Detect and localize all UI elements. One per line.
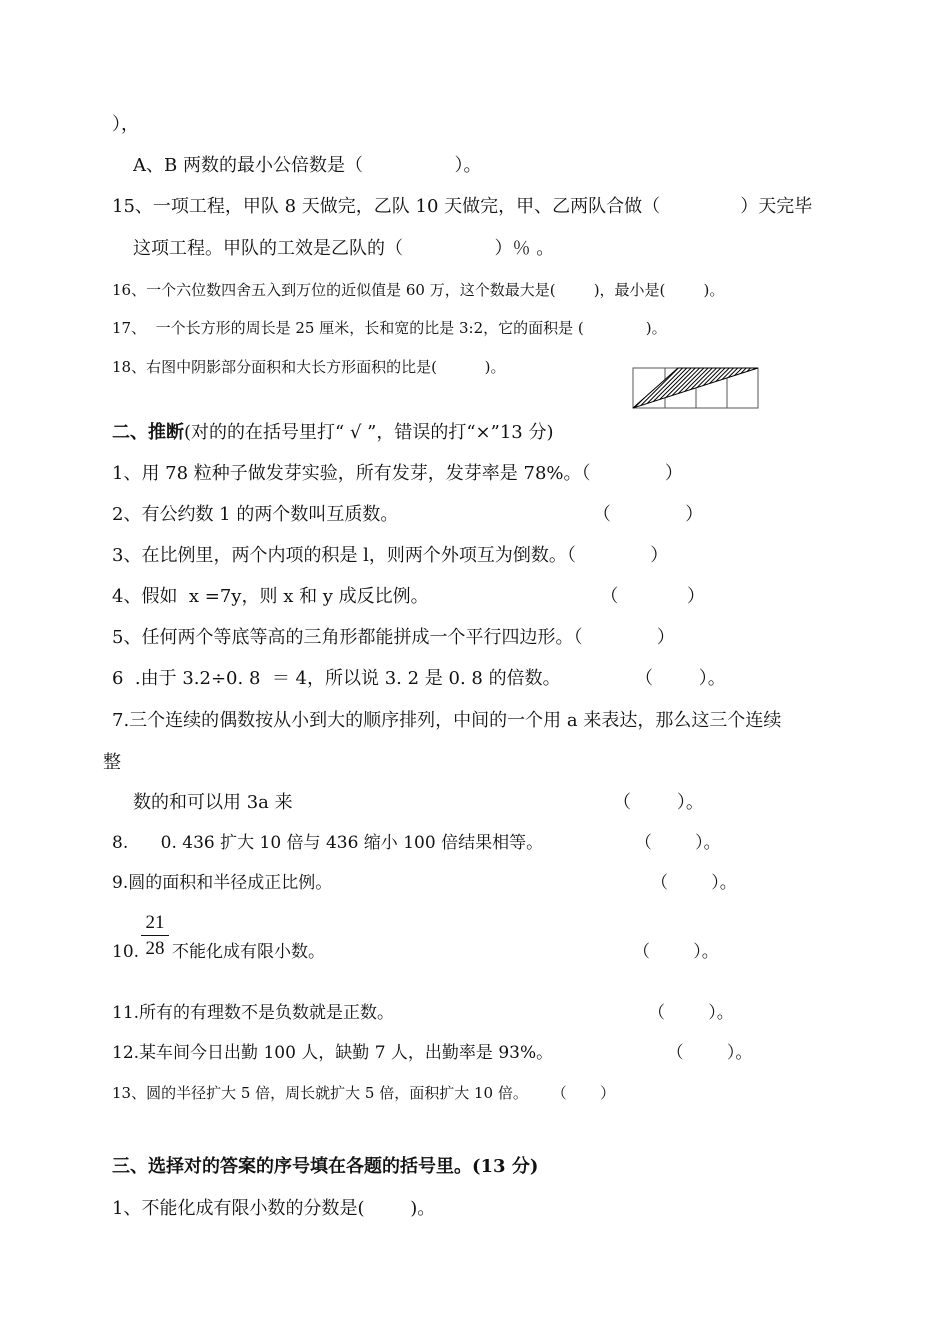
judge-item: 2、有公约数 1 的两个数叫互质数。 （ ）	[112, 504, 704, 525]
fraction	[141, 912, 169, 960]
judge-item: 3、在比例里，两个内项的积是 l，则两个外项互为倒数。（ ）	[112, 545, 669, 566]
judge-item: 6 .由于 3.2÷0. 8 ＝ 4，所以说 3. 2 是 0. 8 的倍数。 （ ）。	[112, 668, 726, 689]
judge-item: 4、假如 x =7y，则 x 和 y 成反比例。 （ ）	[112, 586, 705, 607]
judge-item: 8. 0. 436 扩大 10 倍与 436 缩小 100 倍结果相等。 （ ）。	[112, 833, 721, 853]
judge-item: 9.圆的面积和半径成正比例。 （ ）。	[112, 873, 737, 893]
fraction-denominator: 28	[145, 938, 165, 959]
section-2-title: 二、推断(对的的在括号里打“ √ ”，错误的打“×”13 分)	[112, 422, 554, 443]
judge-item: 5、任何两个等底等高的三角形都能拼成一个平行四边形。（ ）	[112, 627, 675, 648]
judge-item: 1、用 78 粒种子做发芽实验，所有发芽，发芽率是 78%。（ ）	[112, 463, 683, 484]
shaded-rectangle-figure	[632, 367, 762, 411]
judge-item: 7.三个连续的偶数按从小到大的顺序排列，中间的一个用 a 来表达，那么这三个连续	[112, 710, 782, 731]
question-16: 16、一个六位数四舍五入到万位的近似值是 60 万，这个数最大是( )，最小是( )。	[112, 281, 725, 299]
section-3-title: 三、选择对的答案的序号填在各题的括号里。(13 分)	[112, 1156, 539, 1177]
question-15-line2: 这项工程。甲队的工效是乙队的（ ）％ 。	[133, 238, 555, 259]
question-15-line1: 15、一项工程，甲队 8 天做完，乙队 10 天做完，甲、乙两队合做（ ）天完毕	[112, 196, 813, 217]
fraction-numerator: 21	[145, 912, 165, 933]
choice-question-1: 1、不能化成有限小数的分数是( )。	[112, 1198, 436, 1219]
question-18: 18、右图中阴影部分面积和大长方形面积的比是( )。	[112, 358, 506, 376]
question-17: 17、 一个长方形的周长是 25 厘米，长和宽的比是 3:2，它的面积是 ( )。	[112, 319, 667, 337]
judge-item: 11.所有的有理数不是负数就是正数。 （ ）。	[112, 1003, 734, 1023]
text-line: A、B 两数的最小公倍数是（ ）。	[133, 155, 482, 176]
text-line: ），	[112, 114, 139, 135]
judge-item: 整	[103, 752, 121, 773]
fraction-bar	[141, 935, 169, 936]
judge-item: 12.某车间今日出勤 100 人，缺勤 7 人，出勤率是 93%。 （ ）。	[112, 1043, 753, 1063]
judge-item: 13、圆的半径扩大 5 倍，周长就扩大 5 倍，面积扩大 10 倍。 （ ）	[112, 1084, 616, 1102]
judge-item: 数的和可以用 3a 来 （ ）。	[133, 792, 704, 813]
judge-item-10-number: 10.	[112, 942, 140, 962]
judge-item: 不能化成有限小数。 （ ）。	[172, 942, 719, 962]
